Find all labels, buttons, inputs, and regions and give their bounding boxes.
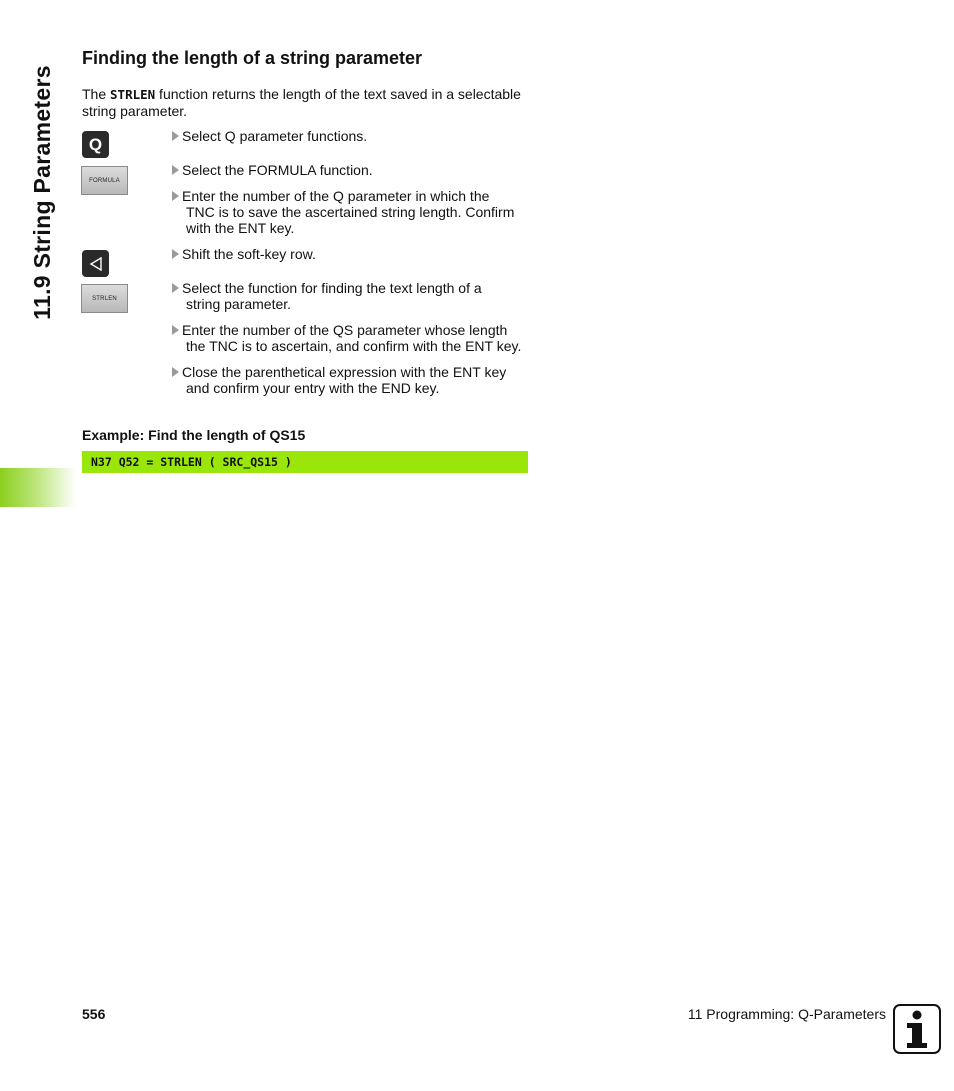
arrow-right-icon [172, 165, 179, 175]
page-number: 556 [82, 1006, 106, 1022]
intro-paragraph [82, 86, 532, 119]
example-code-block: N37 Q52 = STRLEN ( SRC_QS15 ) [82, 451, 528, 473]
step-text: Select the FORMULA function. [182, 162, 373, 178]
q-key-icon [82, 131, 109, 158]
step-text: Select Q parameter functions. [182, 128, 368, 144]
example-title: Example: Find the length of QS15 [82, 427, 306, 443]
step-item [172, 188, 532, 236]
step-item [172, 162, 532, 178]
arrow-right-icon [172, 283, 179, 293]
step-text-cont: string parameter. [186, 296, 292, 312]
chapter-side-title-text: 11.9 String Parameters [28, 64, 55, 320]
strlen-softkey-icon [81, 284, 128, 313]
step-text: Enter the number of the Q parameter in which the [182, 188, 490, 204]
shift-softkey-row-icon [82, 250, 109, 277]
arrow-right-icon [172, 191, 179, 201]
step-item [172, 128, 532, 144]
step-item [172, 246, 532, 262]
step-text-cont: TNC is to save the ascertained string length. Confirm with the ENT key. [186, 204, 515, 236]
intro-keyword: STRLEN [110, 87, 156, 102]
arrow-right-icon [172, 249, 179, 259]
triangle-left-icon [88, 256, 104, 272]
chapter-tab-marker [0, 468, 76, 507]
formula-softkey-label: FORMULA [89, 177, 120, 184]
step-text: Close the parenthetical expression with the ENT key [182, 364, 507, 380]
formula-softkey-icon [81, 166, 128, 195]
intro-text-after: function returns the length of the text saved in a selectable string parameter. [82, 86, 521, 119]
step-text: Select the function for finding the text length of a [182, 280, 482, 296]
q-key-label: Q [88, 134, 103, 154]
intro-text-before: The [82, 86, 111, 102]
strlen-softkey-label: STRLEN [92, 295, 117, 302]
step-text: Enter the number of the QS parameter whose length [182, 322, 508, 338]
arrow-right-icon [172, 131, 179, 141]
arrow-right-icon [172, 325, 179, 335]
chapter-side-title [22, 52, 62, 332]
arrow-right-icon [172, 367, 179, 377]
step-text-cont: and confirm your entry with the END key. [186, 380, 440, 396]
info-glyph-icon [895, 1006, 939, 1052]
section-heading: Finding the length of a string parameter [82, 48, 423, 68]
step-text: Shift the soft-key row. [182, 246, 316, 262]
step-text-cont: the TNC is to ascertain, and confirm with the ENT key. [186, 338, 522, 354]
step-item [172, 322, 532, 354]
step-item [172, 280, 532, 312]
footer-chapter: 11 Programming: Q-Parameters [687, 1006, 886, 1022]
info-icon [893, 1004, 941, 1054]
step-item [172, 364, 532, 396]
